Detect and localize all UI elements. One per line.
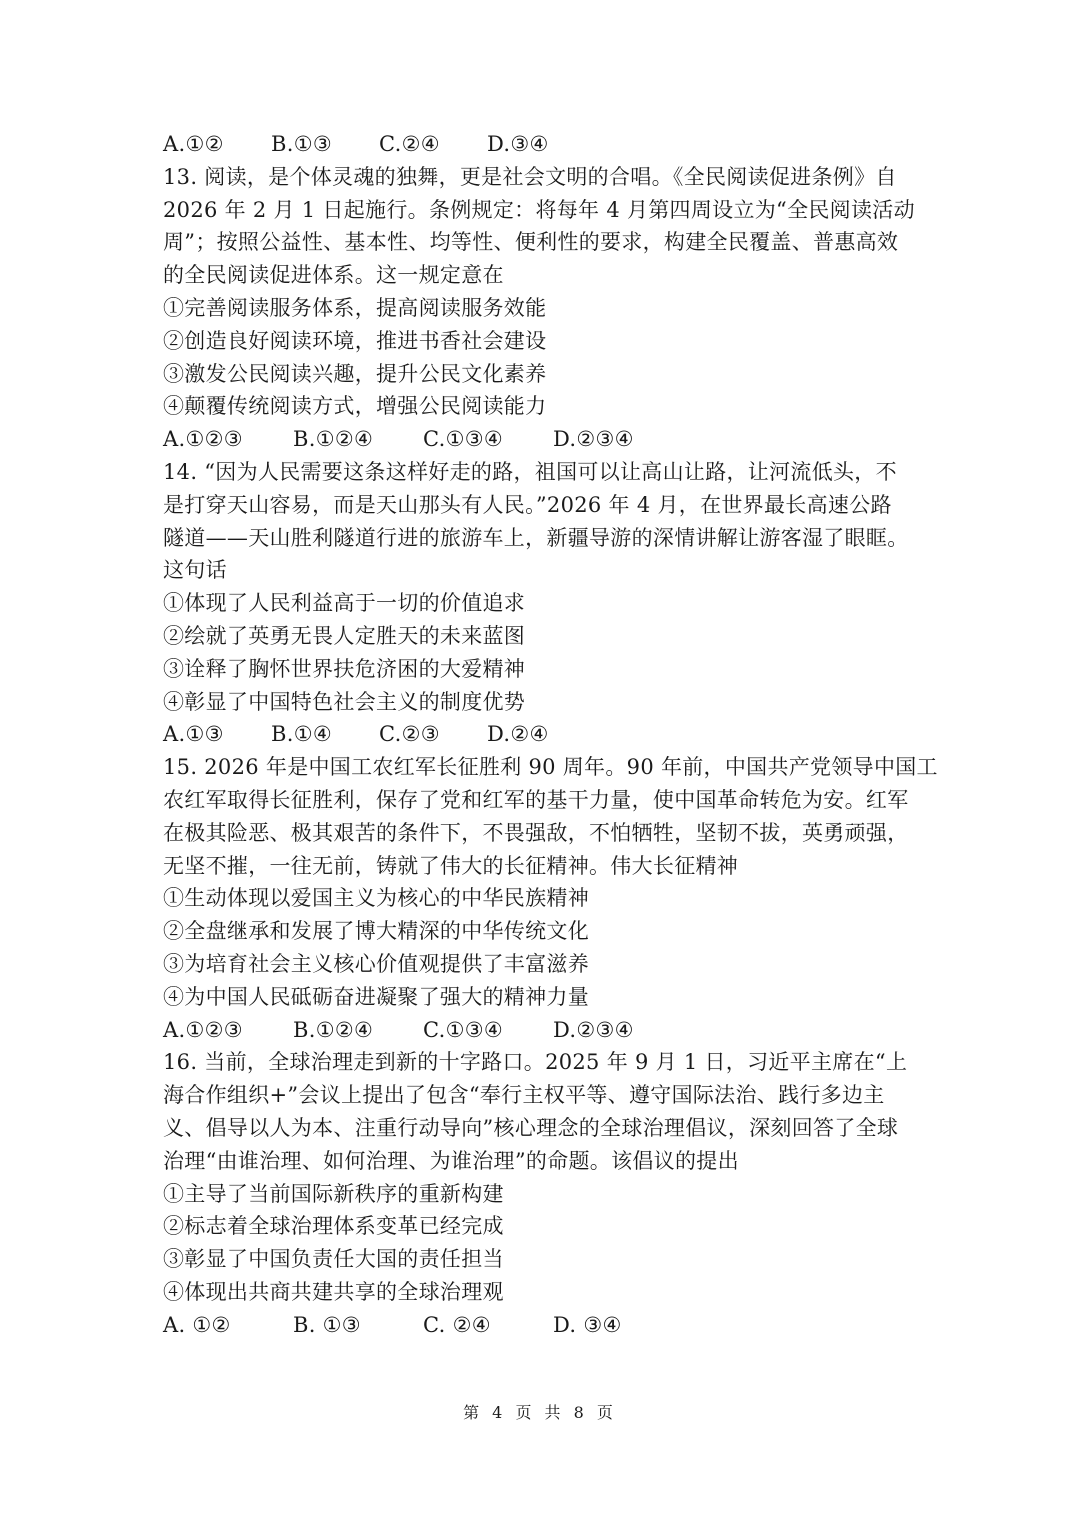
q12-option-b: B.①③: [271, 132, 332, 156]
q13-option-b: B.①②④: [293, 427, 374, 452]
q16-stem-line: 义、倡导以人为本、注重行动导向”核心理念的全球治理倡议，深刻回答了全球: [163, 1115, 899, 1140]
q13-item: ④颠覆传统阅读方式，增强公民阅读能力: [163, 394, 547, 419]
q15-item: ①生动体现以爱国主义为核心的中华民族精神: [163, 886, 589, 911]
q12-option-c: C.②④: [379, 132, 440, 156]
q16-option-d: D. ③④: [553, 1312, 622, 1337]
q16-item: ④体现出共商共建共享的全球治理观: [163, 1279, 504, 1304]
q15-stem-line: 在极其险恶、极其艰苦的条件下，不畏强敌，不怕牺牲，坚韧不拔，英勇顽强，: [163, 820, 909, 845]
q13-item: ②创造良好阅读环境，推进书香社会建设: [163, 328, 547, 353]
q15-options: [163, 1014, 923, 1047]
q14-item: ③诠释了胸怀世界扶危济困的大爱精神: [163, 656, 526, 681]
q15-item: ②全盘继承和发展了博大精深的中华传统文化: [163, 919, 589, 944]
q15-option-d: D.②③④: [553, 1017, 634, 1042]
q14-options: [163, 718, 923, 751]
q14-item: ②绘就了英勇无畏人定胜天的未来蓝图: [163, 623, 526, 648]
q16-option-b: B. ①③: [293, 1312, 361, 1337]
q15-option-c: C.①③④: [423, 1017, 503, 1042]
q13-item: ①完善阅读服务体系，提高阅读服务效能: [163, 295, 547, 320]
q16-stem-line: 16. 当前，全球治理走到新的十字路口。2025 年 9 月 1 日，习近平主席在“上: [163, 1050, 908, 1075]
q16-item: ③彰显了中国负责任大国的责任担当: [163, 1247, 504, 1272]
q16-options: [163, 1309, 923, 1342]
q13-option-c: C.①③④: [423, 427, 503, 452]
q12-option-d: D.③④: [487, 132, 549, 156]
q14-item: ④彰显了中国特色社会主义的制度优势: [163, 689, 526, 714]
q14-stem-line: 隧道——天山胜利隧道行进的旅游车上，新疆导游的深情讲解让游客湿了眼眶。: [163, 525, 909, 550]
q16-option-c: C. ②④: [423, 1312, 491, 1337]
q16-item: ②标志着全球治理体系变革已经完成: [163, 1214, 504, 1239]
q15-stem-line: 15. 2026 年是中国工农红军长征胜利 90 周年。90 年前，中国共产党领导中国工: [163, 755, 938, 780]
q14-item: ①体现了人民利益高于一切的价值追求: [163, 591, 526, 616]
q13-item: ③激发公民阅读兴趣，提升公民文化素养: [163, 361, 547, 386]
q16-stem-line: 治理“由谁治理、如何治理、为谁治理”的命题。该倡议的提出: [163, 1148, 739, 1173]
question-14: [163, 456, 923, 751]
exam-page-content: [163, 128, 938, 1341]
q14-stem-line: 14. “因为人民需要这条这样好走的路，祖国可以让高山让路，让河流低头，不: [163, 459, 897, 484]
q13-stem-line: 2026 年 2 月 1 日起施行。条例规定：将每年 4 月第四周设立为“全民阅读活动: [163, 197, 915, 222]
q13-stem-line: 13. 阅读，是个体灵魂的独舞，更是社会文明的合唱。《全民阅读促进条例》自: [163, 164, 897, 189]
q13-option-a: A.①②③: [163, 427, 243, 452]
q15-stem-line: 农红军取得长征胜利，保存了党和红军的基干力量，使中国革命转危为安。红军: [163, 787, 909, 812]
q14-stem-line: 是打穿天山容易，而是天山那头有人民。”2026 年 4 月，在世界最长高速公路: [163, 492, 892, 517]
question-16: [163, 1046, 923, 1341]
q12-options: [163, 128, 923, 161]
question-13: [163, 161, 923, 456]
q12-option-a: A.①②: [163, 132, 224, 156]
page-number-footer: 第 4 页 共 8 页: [463, 1403, 617, 1422]
q15-option-b: B.①②④: [293, 1017, 374, 1042]
q14-option-d: D.②④: [487, 722, 549, 747]
question-15: [163, 751, 938, 1046]
q13-stem-line: 的全民阅读促进体系。这一规定意在: [163, 263, 504, 288]
q16-stem-line: 海合作组织+”会议上提出了包含“奉行主权平等、遵守国际法治、践行多边主: [163, 1083, 885, 1108]
q15-item: ④为中国人民砥砺奋进凝聚了强大的精神力量: [163, 984, 589, 1009]
q13-option-d: D.②③④: [553, 427, 634, 452]
q15-item: ③为培育社会主义核心价值观提供了丰富滋养: [163, 951, 589, 976]
q14-option-a: A.①③: [163, 722, 224, 747]
q15-option-a: A.①②③: [163, 1017, 243, 1042]
q14-option-c: C.②③: [379, 722, 440, 747]
q16-item: ①主导了当前国际新秩序的重新构建: [163, 1181, 504, 1206]
q14-option-b: B.①④: [271, 722, 332, 747]
q16-option-a: A. ①②: [163, 1312, 231, 1337]
q13-stem-line: 周”；按照公益性、基本性、均等性、便利性的要求，构建全民覆盖、普惠高效: [163, 230, 899, 255]
q15-stem-line: 无坚不摧，一往无前，铸就了伟大的长征精神。伟大长征精神: [163, 853, 739, 878]
q13-options: [163, 423, 923, 456]
q14-stem-line: 这句话: [163, 558, 227, 583]
